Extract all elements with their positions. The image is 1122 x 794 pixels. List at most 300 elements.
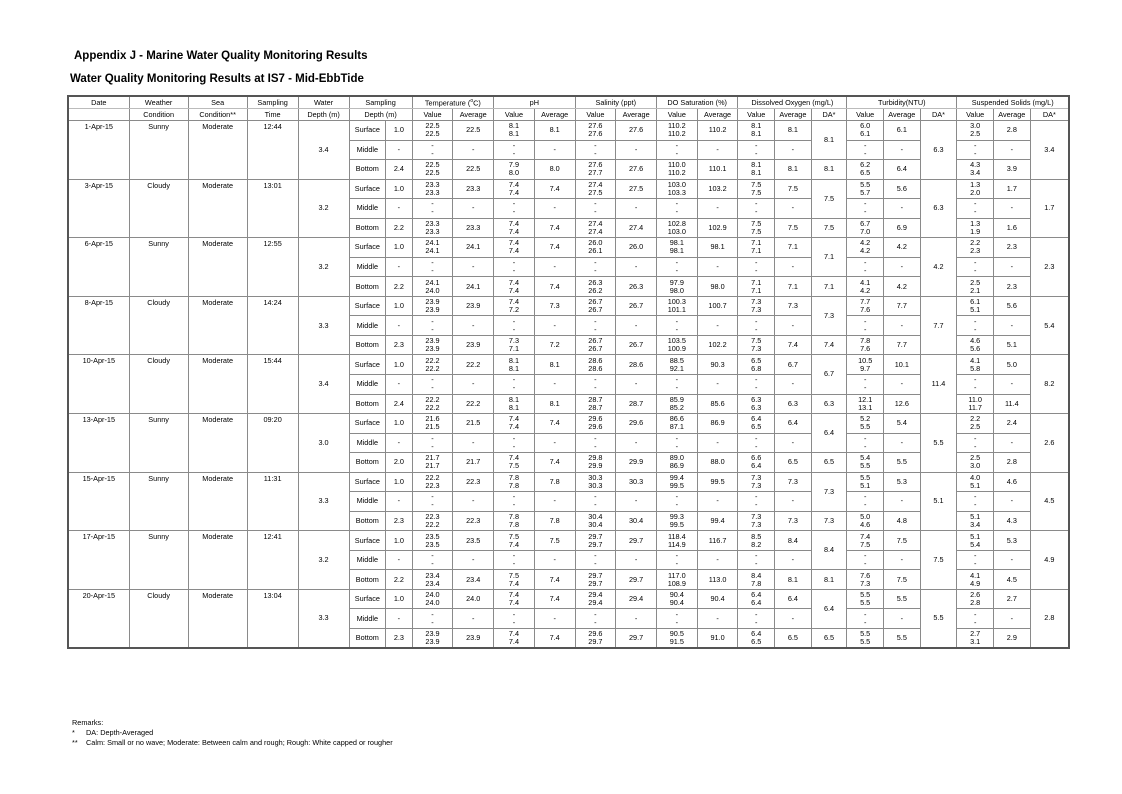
cell-turbidity-avg: 7.7 — [884, 296, 921, 316]
cell-do-saturation — [656, 277, 697, 297]
cell-temp-avg: 24.0 — [453, 589, 494, 609]
cell-dissolved-oxygen-2: 7.1 — [751, 246, 762, 256]
cell-ph-avg: - — [534, 140, 575, 160]
cell-salinity-2: - — [594, 324, 597, 334]
cell-salinity-2: 29.7 — [588, 578, 603, 588]
cell-temp-avg: 22.5 — [453, 121, 494, 141]
cell-turbidity — [847, 531, 884, 551]
cell-salinity — [575, 277, 616, 297]
cell-suspended-solids — [957, 296, 994, 316]
cell-do-saturation — [656, 414, 697, 434]
cell-dissolved-oxygen-1: 6.4 — [751, 414, 762, 424]
cell-suspended-solids-1: - — [973, 492, 977, 502]
cell-sea: Moderate — [188, 296, 247, 355]
cell-dissolved-oxygen-avg: 7.5 — [775, 218, 812, 238]
cell-suspended-solids-1: - — [973, 375, 977, 385]
cell-ph-avg: 7.4 — [534, 238, 575, 258]
cell-turbidity-da: 4.2 — [920, 238, 957, 297]
cell-temp-1: 23.9 — [425, 297, 440, 307]
cell-ph-1: 8.1 — [508, 394, 520, 404]
remark-text: Calm: Small or no wave; Moderate: Between calm and rough; Rough: White capped or rougher — [86, 738, 393, 747]
cell-suspended-solids-2: 5.1 — [970, 305, 981, 315]
cell-ph-1: - — [512, 140, 516, 150]
cell-salinity — [575, 433, 616, 453]
cell-ph-2: 7.4 — [508, 285, 520, 295]
cell-temp-1: 22.5 — [425, 160, 440, 170]
cell-suspended-solids-avg: 2.4 — [993, 414, 1030, 434]
cell-sampling-depth: - — [386, 257, 412, 277]
cell-do-da: 7.1 — [811, 238, 847, 277]
subheader-da: DA* — [1030, 109, 1069, 121]
cell-suspended-solids-avg: 5.1 — [993, 335, 1030, 355]
cell-dissolved-oxygen — [738, 179, 775, 199]
cell-ph — [494, 628, 535, 648]
cell-suspended-solids-avg: 2.8 — [993, 121, 1030, 141]
cell-turbidity-avg: 10.1 — [884, 355, 921, 375]
cell-do-da-bottom: 8.1 — [811, 570, 847, 590]
cell-do-saturation-avg: 99.5 — [697, 472, 738, 492]
cell-salinity — [575, 374, 616, 394]
subheader-average: Average — [993, 109, 1030, 121]
cell-do-saturation-1: 98.1 — [669, 238, 684, 248]
cell-do-da: 7.3 — [811, 472, 847, 511]
cell-suspended-solids-avg: - — [993, 374, 1030, 394]
cell-dissolved-oxygen-2: 7.5 — [751, 187, 762, 197]
cell-suspended-solids-2: - — [973, 617, 977, 627]
cell-turbidity-1: - — [863, 140, 867, 150]
cell-turbidity-2: - — [863, 559, 867, 569]
cell-salinity-1: 29.7 — [588, 570, 603, 580]
cell-turbidity-avg: 5.6 — [884, 179, 921, 199]
cell-suspended-solids-2: - — [973, 383, 977, 393]
cell-suspended-solids — [957, 277, 994, 297]
date-block — [68, 121, 1069, 180]
cell-do-saturation-2: 99.5 — [669, 519, 684, 529]
cell-date: 15-Apr-15 — [68, 472, 129, 531]
cell-sea: Moderate — [188, 238, 247, 297]
cell-temp — [412, 374, 453, 394]
cell-suspended-solids — [957, 160, 994, 180]
cell-depth-label: Bottom — [349, 511, 386, 531]
cell-suspended-solids-1: 6.1 — [970, 297, 981, 307]
cell-dissolved-oxygen-2: 8.2 — [751, 539, 762, 549]
cell-turbidity-1: 7.6 — [860, 570, 871, 580]
cell-suspended-solids — [957, 433, 994, 453]
cell-suspended-solids-avg: - — [993, 257, 1030, 277]
cell-do-saturation — [656, 335, 697, 355]
cell-dissolved-oxygen — [738, 531, 775, 551]
cell-turbidity-1: 7.4 — [860, 531, 871, 541]
cell-depth-label: Surface — [349, 531, 386, 551]
cell-ph-1: 7.4 — [508, 277, 520, 287]
cell-water-depth: 3.4 — [298, 121, 349, 180]
cell-turbidity-da: 7.7 — [920, 296, 957, 355]
cell-temp-avg: 23.3 — [453, 218, 494, 238]
cell-dissolved-oxygen-2: 7.8 — [751, 578, 762, 588]
cell-turbidity-1: 5.2 — [860, 414, 871, 424]
cell-temp — [412, 453, 453, 473]
cell-do-saturation-1: 118.4 — [667, 531, 686, 541]
cell-ph — [494, 257, 535, 277]
cell-temp-2: - — [431, 500, 434, 510]
cell-dissolved-oxygen-2: 7.3 — [751, 519, 762, 529]
cell-ph-2: - — [512, 441, 516, 451]
cell-suspended-solids-1: - — [973, 199, 977, 209]
cell-turbidity-2: 5.7 — [860, 187, 871, 197]
cell-temp-2: 23.4 — [425, 578, 440, 588]
cell-weather: Sunny — [129, 121, 188, 180]
cell-temp-avg: - — [453, 374, 494, 394]
cell-do-saturation-2: - — [675, 441, 679, 451]
cell-temp — [412, 238, 453, 258]
cell-ph-avg: 8.1 — [534, 355, 575, 375]
cell-turbidity-2: 5.5 — [860, 422, 871, 432]
cell-do-saturation-avg: 90.4 — [697, 589, 738, 609]
cell-salinity — [575, 355, 616, 375]
cell-ph-1: 7.5 — [508, 570, 520, 580]
cell-do-saturation-1: - — [675, 609, 679, 619]
cell-salinity-2: 27.7 — [588, 168, 603, 178]
cell-salinity-2: - — [594, 617, 597, 627]
cell-do-saturation-2: 114.9 — [667, 539, 686, 549]
cell-sea: Moderate — [188, 472, 247, 531]
cell-ph — [494, 570, 535, 590]
cell-turbidity-avg: - — [884, 550, 921, 570]
cell-dissolved-oxygen-1: 6.4 — [751, 628, 762, 638]
cell-do-saturation-1: 110.0 — [667, 160, 686, 170]
table-row — [68, 355, 1069, 375]
cell-turbidity — [847, 296, 884, 316]
cell-suspended-solids — [957, 609, 994, 629]
cell-dissolved-oxygen-avg: 8.1 — [775, 570, 812, 590]
cell-turbidity-avg: - — [884, 609, 921, 629]
cell-dissolved-oxygen-avg: - — [775, 140, 812, 160]
cell-temp — [412, 277, 453, 297]
cell-dissolved-oxygen-1: 7.5 — [751, 336, 762, 346]
cell-suspended-solids-1: 2.5 — [970, 453, 981, 463]
cell-depth-label: Surface — [349, 589, 386, 609]
cell-sampling-depth: 1.0 — [386, 355, 412, 375]
cell-do-saturation-2: 90.4 — [669, 598, 684, 608]
cell-do-saturation-avg: 98.1 — [697, 238, 738, 258]
cell-salinity-1: - — [594, 492, 597, 502]
date-block — [68, 238, 1069, 297]
cell-do-saturation — [656, 179, 697, 199]
cell-temp-1: 23.3 — [425, 218, 440, 228]
cell-do-saturation-1: 90.5 — [669, 628, 684, 638]
cell-salinity-avg: 27.6 — [616, 121, 657, 141]
cell-turbidity-2: 7.0 — [860, 226, 871, 236]
header-turbidity: Turbidity(NTU) — [847, 96, 957, 109]
subheader-value: Value — [957, 109, 994, 121]
cell-dissolved-oxygen-avg: 6.7 — [775, 355, 812, 375]
subheader-sea-condition: Condition** — [188, 109, 247, 121]
cell-do-saturation-avg: - — [697, 433, 738, 453]
cell-suspended-solids — [957, 140, 994, 160]
cell-dissolved-oxygen-1: 7.5 — [751, 218, 762, 228]
cell-dissolved-oxygen-1: 6.4 — [751, 590, 762, 600]
cell-dissolved-oxygen-avg: - — [775, 550, 812, 570]
cell-ph-avg: - — [534, 316, 575, 336]
cell-temp-2: 22.2 — [425, 363, 440, 373]
cell-salinity-avg: - — [616, 374, 657, 394]
cell-temp-avg: 22.5 — [453, 160, 494, 180]
cell-temp — [412, 531, 453, 551]
cell-salinity-2: - — [594, 383, 597, 393]
cell-do-saturation-1: - — [675, 433, 679, 443]
cell-turbidity-avg: 4.8 — [884, 511, 921, 531]
cell-do-da: 8.1 — [811, 121, 847, 160]
cell-salinity-2: - — [594, 441, 597, 451]
cell-ph — [494, 589, 535, 609]
cell-do-saturation-1: 100.3 — [667, 297, 686, 307]
cell-suspended-solids — [957, 121, 994, 141]
cell-temp-2: 22.3 — [425, 480, 440, 490]
cell-temp-1: 23.4 — [425, 570, 440, 580]
cell-salinity — [575, 570, 616, 590]
cell-temp — [412, 472, 453, 492]
cell-do-da: 6.4 — [811, 414, 847, 453]
cell-suspended-solids — [957, 257, 994, 277]
table-row — [68, 296, 1069, 316]
cell-salinity — [575, 257, 616, 277]
header-water: Water — [298, 96, 349, 109]
cell-suspended-solids-avg: 2.3 — [993, 277, 1030, 297]
cell-salinity-avg: 27.6 — [616, 160, 657, 180]
cell-salinity-2: 29.6 — [588, 422, 603, 432]
cell-salinity-1: 27.6 — [588, 160, 603, 170]
date-block — [68, 531, 1069, 590]
cell-temp-2: 22.2 — [425, 519, 440, 529]
cell-dissolved-oxygen-avg: 6.4 — [775, 589, 812, 609]
cell-turbidity-avg: 7.7 — [884, 335, 921, 355]
cell-temp — [412, 316, 453, 336]
cell-dissolved-oxygen-avg: - — [775, 492, 812, 512]
remark-note — [72, 738, 393, 748]
cell-salinity-2: 26.1 — [588, 246, 603, 256]
cell-do-saturation-avg: 116.7 — [697, 531, 738, 551]
cell-turbidity-da: 5.5 — [920, 589, 957, 648]
remark-symbol: ** — [72, 738, 78, 747]
cell-suspended-solids-2: 5.6 — [970, 344, 981, 354]
cell-salinity — [575, 550, 616, 570]
cell-suspended-solids — [957, 531, 994, 551]
cell-do-saturation-2: - — [675, 500, 679, 510]
cell-suspended-solids-1: 4.1 — [970, 355, 981, 365]
cell-turbidity-1: - — [863, 609, 867, 619]
cell-suspended-solids-avg: - — [993, 550, 1030, 570]
cell-ph-avg: 7.3 — [534, 296, 575, 316]
cell-dissolved-oxygen-2: 7.1 — [751, 285, 762, 295]
cell-turbidity-2: - — [863, 383, 867, 393]
cell-do-da-bottom: 7.4 — [811, 335, 847, 355]
cell-do-saturation-avg: - — [697, 550, 738, 570]
cell-do-saturation-avg: 110.2 — [697, 121, 738, 141]
cell-dissolved-oxygen — [738, 414, 775, 434]
cell-sea: Moderate — [188, 121, 247, 180]
cell-sea: Moderate — [188, 531, 247, 590]
cell-do-saturation-1: - — [675, 316, 679, 326]
cell-temp-2: 23.5 — [425, 539, 440, 549]
cell-suspended-solids-1: 4.1 — [970, 570, 981, 580]
cell-dissolved-oxygen-2: 8.1 — [751, 168, 762, 178]
cell-temp-2: - — [431, 207, 434, 217]
cell-suspended-solids-1: 4.0 — [970, 472, 981, 482]
cell-do-saturation-2: 87.1 — [669, 422, 684, 432]
cell-turbidity-2: 6.1 — [860, 129, 871, 139]
cell-salinity-avg: 27.5 — [616, 179, 657, 199]
cell-do-saturation-1: - — [675, 199, 679, 209]
cell-salinity-avg: 30.4 — [616, 511, 657, 531]
cell-temp — [412, 570, 453, 590]
cell-do-saturation-2: 98.0 — [669, 285, 684, 295]
cell-do-saturation — [656, 570, 697, 590]
cell-dissolved-oxygen-avg: - — [775, 374, 812, 394]
cell-suspended-solids-da: 2.8 — [1030, 589, 1069, 648]
cell-turbidity — [847, 550, 884, 570]
cell-suspended-solids — [957, 374, 994, 394]
cell-do-da-bottom: 6.5 — [811, 453, 847, 473]
cell-suspended-solids-avg: 4.6 — [993, 472, 1030, 492]
cell-time: 12:44 — [247, 121, 298, 180]
cell-sampling-depth: 2.3 — [386, 511, 412, 531]
cell-ph-avg: 8.1 — [534, 394, 575, 414]
cell-temp-1: - — [431, 199, 434, 209]
date-block — [68, 355, 1069, 414]
cell-dissolved-oxygen — [738, 511, 775, 531]
cell-do-saturation — [656, 140, 697, 160]
cell-temp-1: 24.0 — [425, 590, 440, 600]
date-block — [68, 296, 1069, 355]
cell-do-saturation — [656, 316, 697, 336]
cell-do-saturation — [656, 218, 697, 238]
cell-salinity-1: 30.3 — [588, 472, 603, 482]
cell-sampling-depth: - — [386, 550, 412, 570]
cell-dissolved-oxygen-1: 6.3 — [751, 394, 762, 404]
cell-sea: Moderate — [188, 589, 247, 648]
cell-dissolved-oxygen-avg: 6.3 — [775, 394, 812, 414]
cell-temp-avg: 23.4 — [453, 570, 494, 590]
cell-temp-2: 21.7 — [425, 461, 440, 471]
cell-turbidity-avg: - — [884, 199, 921, 219]
cell-do-saturation-2: - — [675, 148, 679, 158]
cell-depth-label: Middle — [349, 550, 386, 570]
cell-turbidity — [847, 628, 884, 648]
cell-salinity — [575, 218, 616, 238]
cell-do-saturation-1: 110.2 — [667, 121, 686, 131]
cell-do-saturation-2: - — [675, 207, 679, 217]
cell-date: 1-Apr-15 — [68, 121, 129, 180]
cell-ph-2: 7.4 — [508, 578, 520, 588]
cell-do-saturation-1: 117.0 — [667, 570, 686, 580]
cell-dissolved-oxygen-1: 7.3 — [751, 472, 762, 482]
cell-suspended-solids-da: 5.4 — [1030, 296, 1069, 355]
cell-dissolved-oxygen-1: 6.5 — [751, 355, 762, 365]
cell-turbidity-da: 5.1 — [920, 472, 957, 531]
cell-turbidity-1: 6.7 — [860, 218, 871, 228]
cell-suspended-solids-avg: 5.0 — [993, 355, 1030, 375]
cell-dissolved-oxygen-avg: 7.1 — [775, 277, 812, 297]
cell-turbidity-1: 5.0 — [860, 511, 871, 521]
cell-ph — [494, 277, 535, 297]
cell-sampling-depth: 2.4 — [386, 160, 412, 180]
cell-suspended-solids-1: 2.6 — [970, 590, 981, 600]
cell-do-saturation-1: - — [675, 375, 679, 385]
cell-dissolved-oxygen-2: 8.1 — [751, 129, 762, 139]
cell-do-saturation-2: 103.3 — [667, 187, 686, 197]
cell-sampling-depth: 2.3 — [386, 335, 412, 355]
cell-dissolved-oxygen — [738, 199, 775, 219]
cell-weather: Sunny — [129, 531, 188, 590]
cell-suspended-solids-1: - — [973, 551, 977, 561]
cell-salinity-avg: 29.7 — [616, 531, 657, 551]
cell-suspended-solids — [957, 355, 994, 375]
cell-sampling-depth: - — [386, 609, 412, 629]
cell-do-saturation — [656, 257, 697, 277]
subheader-sampling-depth: Depth (m) — [349, 109, 412, 121]
subheader-value: Value — [656, 109, 697, 121]
cell-dissolved-oxygen-1: 8.4 — [751, 570, 762, 580]
cell-date: 8-Apr-15 — [68, 296, 129, 355]
cell-temp-1: 22.2 — [425, 355, 440, 365]
cell-do-saturation-avg: 103.2 — [697, 179, 738, 199]
cell-turbidity-avg: 5.3 — [884, 472, 921, 492]
cell-turbidity-1: - — [863, 492, 867, 502]
cell-do-saturation — [656, 550, 697, 570]
cell-ph-1: 7.5 — [508, 531, 520, 541]
cell-suspended-solids-2: 3.4 — [970, 519, 981, 529]
cell-turbidity-2: - — [863, 207, 867, 217]
cell-dissolved-oxygen-avg: 7.3 — [775, 472, 812, 492]
cell-turbidity-avg: - — [884, 316, 921, 336]
subheader-da: DA* — [920, 109, 957, 121]
cell-dissolved-oxygen-avg: 6.5 — [775, 628, 812, 648]
cell-dissolved-oxygen-2: - — [755, 266, 758, 276]
cell-ph-1: 7.8 — [508, 511, 520, 521]
cell-do-saturation — [656, 511, 697, 531]
cell-temp-avg: 22.3 — [453, 511, 494, 531]
cell-salinity-avg: - — [616, 257, 657, 277]
cell-temp-avg: 23.3 — [453, 179, 494, 199]
cell-do-saturation-avg: - — [697, 257, 738, 277]
cell-ph-2: 7.2 — [508, 305, 520, 315]
cell-turbidity — [847, 277, 884, 297]
cell-temp-1: - — [431, 492, 434, 502]
cell-dissolved-oxygen — [738, 472, 775, 492]
cell-dissolved-oxygen — [738, 394, 775, 414]
cell-turbidity — [847, 199, 884, 219]
cell-suspended-solids-1: 1.3 — [970, 218, 981, 228]
cell-suspended-solids-avg: 1.6 — [993, 218, 1030, 238]
cell-do-saturation — [656, 296, 697, 316]
table-row — [68, 121, 1069, 141]
cell-salinity-1: - — [594, 258, 597, 268]
cell-turbidity-avg: - — [884, 257, 921, 277]
cell-salinity-2: 27.5 — [588, 187, 603, 197]
cell-dissolved-oxygen — [738, 160, 775, 180]
cell-do-saturation-avg: - — [697, 199, 738, 219]
cell-temp-avg: 23.5 — [453, 531, 494, 551]
cell-depth-label: Surface — [349, 414, 386, 434]
cell-temp — [412, 296, 453, 316]
cell-do-saturation — [656, 394, 697, 414]
cell-do-saturation-2: - — [675, 617, 679, 627]
cell-do-saturation-2: 86.9 — [669, 461, 684, 471]
cell-dissolved-oxygen-avg: - — [775, 316, 812, 336]
cell-dissolved-oxygen-avg: - — [775, 433, 812, 453]
cell-ph-2: 7.4 — [508, 187, 520, 197]
cell-dissolved-oxygen-1: - — [755, 316, 758, 326]
